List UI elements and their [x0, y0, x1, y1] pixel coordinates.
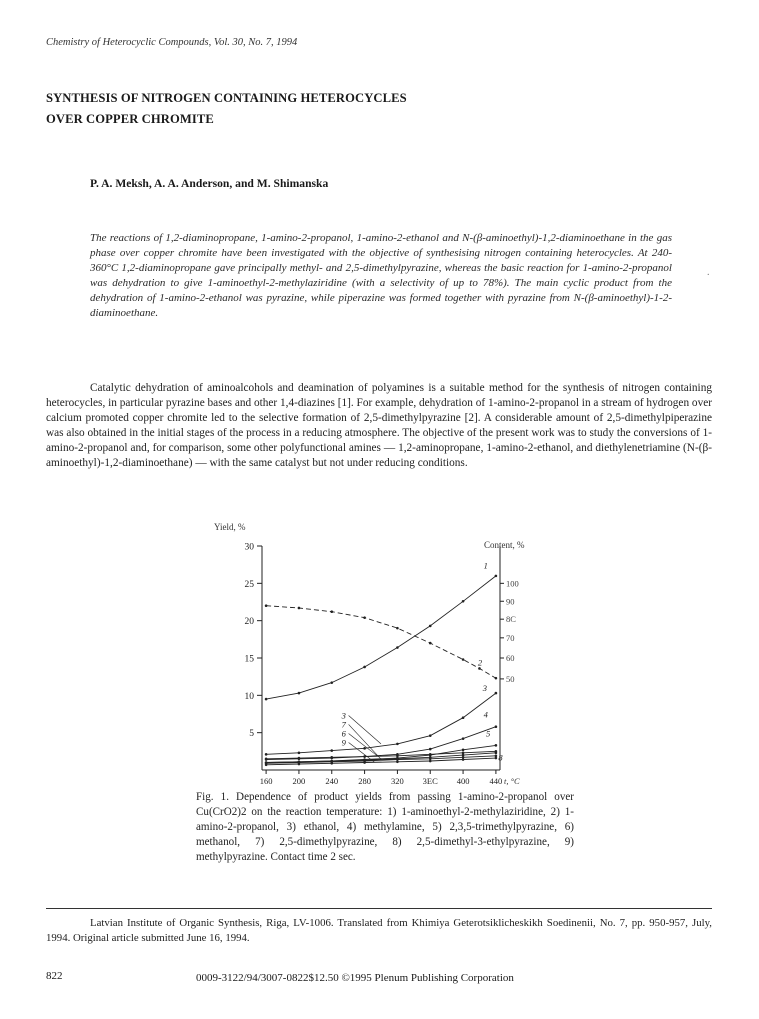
series-point-1	[495, 575, 498, 578]
series-point-5	[462, 749, 465, 752]
y-tick-label: 20	[244, 617, 254, 628]
series-point-1	[330, 681, 333, 684]
series-point-9	[495, 757, 498, 760]
series-point-9	[462, 758, 465, 761]
title-line-1: SYNTHESIS OF NITROGEN CONTAINING HETEROCYCLES	[46, 91, 407, 105]
copyright-line: 0009-3122/94/3007-0822$12.50 ©1995 Plenum Publishing Corporation	[196, 972, 514, 984]
annotation-label-3: 3	[341, 710, 346, 721]
page-number: 822	[46, 970, 63, 982]
series-point-9	[298, 763, 301, 766]
series-point-2	[330, 610, 333, 613]
series-point-5	[495, 744, 498, 747]
series-point-7	[495, 752, 498, 755]
series-point-6	[265, 758, 268, 761]
x-tick-label: 440	[489, 776, 503, 786]
article-title	[46, 88, 407, 130]
series-line-1	[266, 576, 496, 699]
series-point-9	[363, 761, 366, 764]
figure-chart	[196, 518, 556, 786]
y-tick-label: 25	[244, 579, 254, 590]
series-point-1	[429, 625, 432, 628]
annotation-label-7: 7	[341, 719, 346, 730]
series-point-2	[478, 667, 481, 670]
x-tick-label: 400	[456, 776, 470, 786]
series-point-2	[429, 642, 432, 645]
series-point-3	[265, 753, 268, 756]
series-point-3	[330, 749, 333, 752]
footnote: Latvian Institute of Organic Synthesis, Riga, LV-1006. Translated from Khimiya Geterotsiklicheskikh Soedinenii, No. 7, pp. 950-957, July, 1994. Original article submitted June 16, 1994.	[46, 917, 712, 944]
series-point-6	[396, 755, 399, 758]
series-point-2	[495, 677, 498, 680]
y-axis-title: Yield, %	[214, 522, 246, 532]
series-point-3	[462, 716, 465, 719]
y2-tick-label: 60	[506, 653, 515, 663]
series-point-4	[429, 748, 432, 751]
series-point-6	[462, 752, 465, 755]
series-point-4	[495, 725, 498, 728]
series-point-9	[429, 760, 432, 763]
x-tick-label: 3EC	[422, 776, 438, 786]
body-text	[46, 381, 712, 471]
series-point-7	[462, 754, 465, 757]
body-paragraph: Catalytic dehydration of aminoalcohols and deamination of polyamines is a suitable method for the synthesis of nitrogen containing heterocycles, in particular pyrazine bases and other 1,4-diazines [1]. For example, dehydration of 1-amino-2-propanol in a stream of hydrogen over calcium promoted copper chromite led to the selective formation of 2,5-dimethylpyrazine [2]. A considerable amount of 2,5-dimethylpiperazine was also obtained in the initial stages of the process in a reducing atmosphere. The objective of the present work was to study the conversions of 1-amino-2-propanol and, for comparison, some other polyfunctional amines — 1,2-aminopropane, 1-amino-2-ethanol, and diethylenetriamine (N-(β-aminoethyl)-1,2-diaminoethane) — with the same catalyst but not under reducing conditions.	[46, 382, 712, 469]
series-point-3	[396, 743, 399, 746]
series-point-9	[396, 760, 399, 763]
y-tick-label: 15	[244, 654, 254, 665]
y2-tick-label: 50	[506, 673, 515, 684]
figure-caption: Fig. 1. Dependence of product yields from passing 1-amino-2-propanol over Cu(CrO2)2 on the reaction temperature: 1) 1-aminoethyl-2-methylaziridine, 2) 1-amino-2-propanol, 3) ethanol, 4) methylamine, 5) 2,3,5-trimethylpyrazine, 6) methanol, 7) 2,5-dimethylpyrazine, 8) 2,5-dimethyl-3-ethylpyrazine, 9) methylpyrazine. Contact time 2 sec.	[196, 791, 574, 863]
series-point-3	[298, 752, 301, 755]
x-tick-label: 240	[325, 776, 339, 786]
y2-tick-label: 90	[506, 596, 515, 607]
abstract: The reactions of 1,2-diaminopropane, 1-amino-2-propanol, 1-amino-2-ethanol and N-(β-aminoethyl)-1,2-diaminoethane in the gas phase over copper chromite have been investigated with the objective of synthesising nitrogen containing heterocycles. At 240-360°C 1,2-diaminopropane gave principally methyl- and 2,5-dimethylpyrazine, whereas the basic reaction for 1-amino-2-propanol was dehydration to give 1-aminoethyl-2-methylaziridine (with a selectivity of up to 78%). The main cyclic product from the dehydration of 1-amino-2-ethanol was pyrazine, while piperazine was formed together with pyrazine from N-(β-aminoethyl)-1-2-diaminoethane.	[90, 232, 672, 319]
margin-mark: .	[707, 267, 710, 278]
x-axis-title: t, °C	[504, 776, 520, 786]
series-point-1	[363, 666, 366, 669]
y2-tick-label: 70	[506, 632, 515, 643]
x-tick-label: 160	[259, 776, 273, 786]
series-point-8	[429, 758, 432, 761]
y-tick-label: 5	[249, 729, 254, 740]
series-point-6	[298, 757, 301, 760]
x-tick-label: 320	[391, 776, 404, 786]
series-point-2	[396, 627, 399, 630]
series-point-9	[330, 762, 333, 765]
series-line-2	[266, 606, 496, 679]
y-tick-label: 30	[244, 542, 254, 553]
series-point-8	[462, 756, 465, 759]
series-line-3	[266, 693, 496, 754]
series-line-4	[266, 727, 496, 760]
y2-tick-label: 8C	[506, 614, 516, 625]
series-point-1	[462, 600, 465, 603]
y-tick-label: 10	[244, 691, 254, 702]
annotation-label-9: 9	[341, 737, 346, 748]
series-label-1: 1	[483, 560, 488, 571]
authors: P. A. Meksh, A. A. Anderson, and M. Shimanska	[90, 177, 329, 190]
series-label-3: 3	[482, 682, 488, 693]
chart-labels	[214, 522, 525, 786]
series-label-2: 2	[477, 657, 483, 668]
series-label-4: 4	[483, 709, 488, 720]
journal-header: Chemistry of Heterocyclic Compounds, Vol. 30, No. 7, 1994	[46, 37, 298, 48]
series-point-1	[265, 698, 268, 701]
series-point-1	[298, 692, 301, 695]
series-point-8	[396, 758, 399, 761]
series-point-6	[330, 756, 333, 759]
x-tick-label: 280	[358, 776, 371, 786]
series-label-5: 5	[486, 728, 491, 739]
series-label-8: 8	[498, 752, 503, 763]
title-line-2: OVER COPPER CHROMITE	[46, 112, 214, 126]
series-point-9	[265, 763, 268, 766]
series-point-2	[462, 658, 465, 661]
y2-tick-label: 100	[506, 578, 519, 589]
y2-axis-title: Content, %	[484, 540, 525, 550]
series-point-8	[495, 755, 498, 758]
chart-series-group	[265, 575, 497, 767]
series-point-2	[298, 607, 301, 610]
series-point-3	[429, 734, 432, 737]
footnote-rule	[46, 908, 712, 909]
series-point-2	[363, 616, 366, 619]
series-point-3	[363, 747, 366, 750]
chart-axes	[257, 546, 504, 774]
series-point-2	[265, 604, 268, 607]
series-point-3	[495, 692, 498, 695]
annotation-label-6: 6	[341, 728, 346, 739]
series-point-6	[429, 753, 432, 756]
series-point-1	[396, 646, 399, 649]
x-tick-label: 200	[292, 776, 306, 786]
series-point-4	[462, 737, 465, 740]
